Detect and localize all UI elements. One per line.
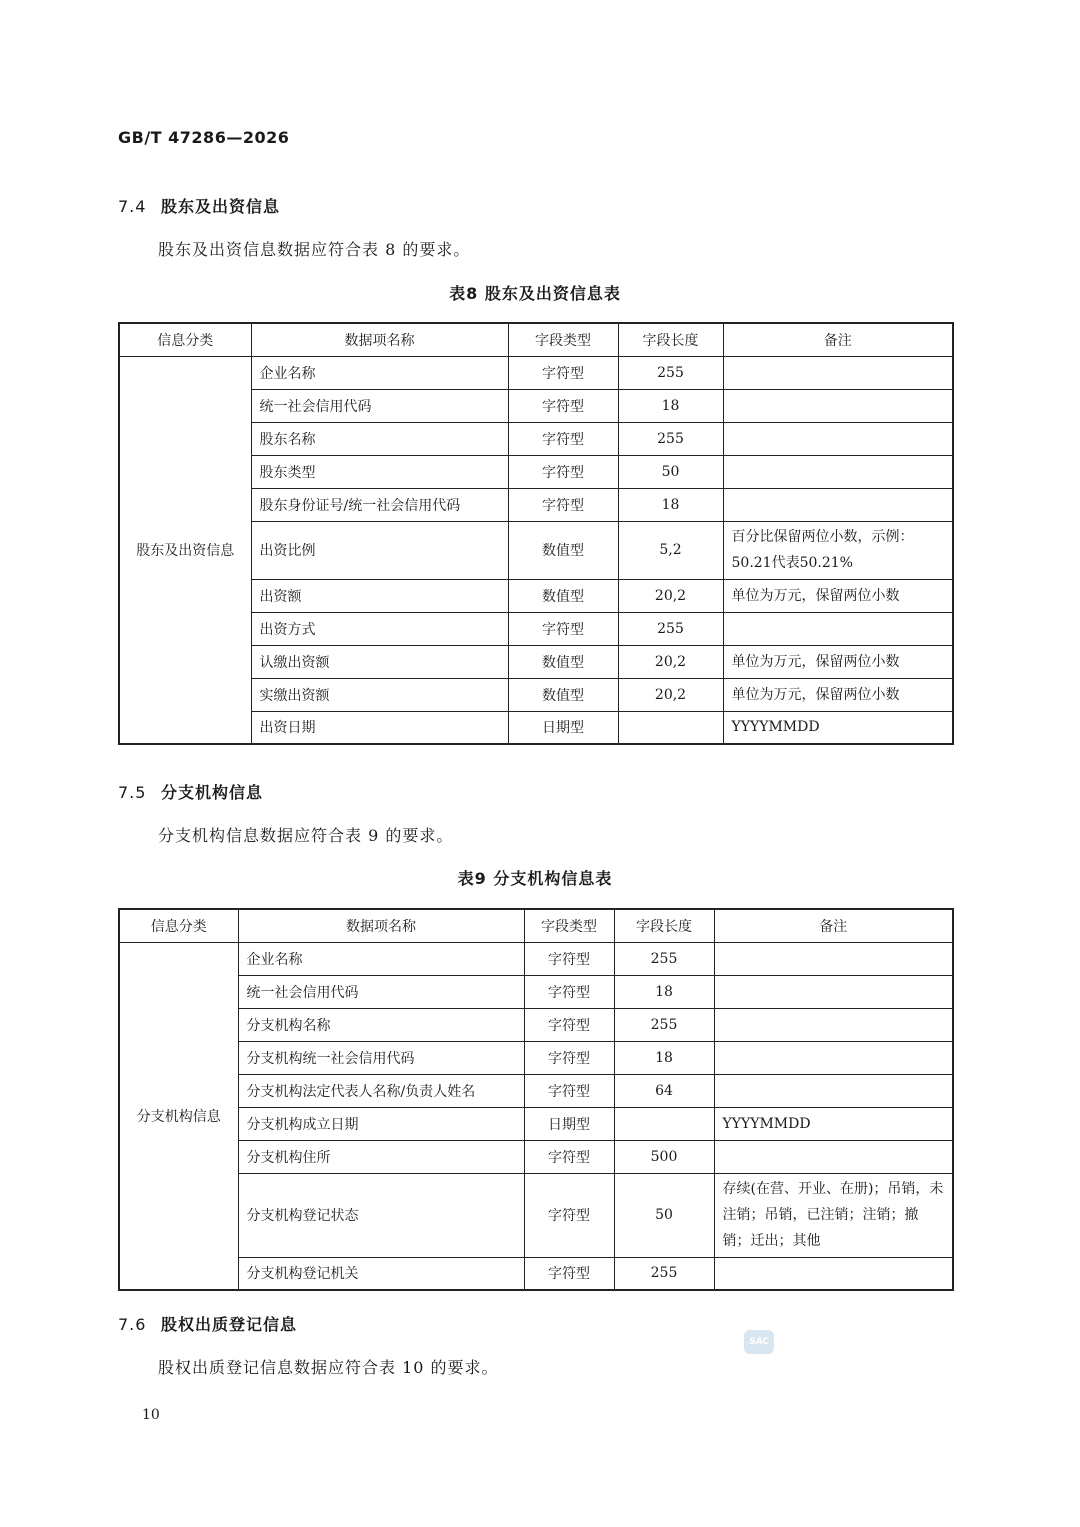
field-length-cell: 18: [614, 1041, 714, 1074]
table-row: [119, 1257, 953, 1290]
item-name-cell: 股东身份证号/统一社会信用代码: [251, 488, 508, 521]
table-row: [119, 356, 953, 389]
field-type-cell: 数值型: [508, 678, 618, 711]
item-name-cell: 股东类型: [251, 455, 508, 488]
header-field-type: 字段类型: [524, 909, 614, 942]
category-cell: 分支机构信息: [119, 942, 238, 1290]
table-row: [119, 1173, 953, 1257]
field-length-cell: 64: [614, 1074, 714, 1107]
item-name-cell: 分支机构住所: [238, 1140, 524, 1173]
note-cell: [714, 1257, 953, 1290]
field-length-cell: 5,2: [618, 521, 723, 579]
section-number: 7.5: [118, 783, 147, 802]
note-cell: [723, 356, 953, 389]
field-length-cell: 500: [614, 1140, 714, 1173]
field-type-cell: 字符型: [524, 1008, 614, 1041]
note-cell: 单位为万元，保留两位小数: [723, 645, 953, 678]
section-title: 股东及出资信息: [161, 197, 281, 216]
table-row: [119, 1140, 953, 1173]
field-type-cell: 字符型: [508, 422, 618, 455]
field-length-cell: 255: [614, 942, 714, 975]
table-9-caption: 表9 分支机构信息表: [457, 869, 613, 888]
field-type-cell: 数值型: [508, 521, 618, 579]
field-type-cell: 字符型: [508, 356, 618, 389]
field-type-cell: 字符型: [524, 1041, 614, 1074]
item-name-cell: 出资方式: [251, 612, 508, 645]
header-field-length: 字段长度: [614, 909, 714, 942]
category-cell: 股东及出资信息: [119, 356, 251, 744]
field-type-cell: 字符型: [508, 488, 618, 521]
field-length-cell: 50: [618, 455, 723, 488]
item-name-cell: 股东名称: [251, 422, 508, 455]
section-7-6-text: 股权出质登记信息数据应符合表 10 的要求。: [158, 1358, 499, 1377]
note-cell: [723, 612, 953, 645]
note-cell: 存续(在营、开业、在册)；吊销，未注销；吊销，已注销；注销；撤销；迁出；其他: [714, 1173, 953, 1257]
header-item-name: 数据项名称: [251, 323, 508, 356]
section-7-4-heading: [118, 194, 280, 217]
field-type-cell: 字符型: [524, 942, 614, 975]
table-row: [119, 1074, 953, 1107]
header-item-name: 数据项名称: [238, 909, 524, 942]
field-type-cell: 字符型: [508, 455, 618, 488]
standard-code: GB/T 47286—2026: [118, 128, 290, 147]
section-number: 7.4: [118, 197, 147, 216]
note-cell: [714, 942, 953, 975]
field-length-cell: 20,2: [618, 645, 723, 678]
header-field-length: 字段长度: [618, 323, 723, 356]
section-title: 分支机构信息: [161, 783, 264, 802]
note-cell: [723, 488, 953, 521]
table-row: [119, 1107, 953, 1140]
item-name-cell: 统一社会信用代码: [251, 389, 508, 422]
field-type-cell: 日期型: [508, 711, 618, 744]
note-cell: [714, 1008, 953, 1041]
note-cell: [723, 389, 953, 422]
item-name-cell: 统一社会信用代码: [238, 975, 524, 1008]
field-length-cell: 18: [614, 975, 714, 1008]
header-note: 备注: [714, 909, 953, 942]
field-type-cell: 数值型: [508, 579, 618, 612]
field-type-cell: 字符型: [524, 1140, 614, 1173]
item-name-cell: 分支机构登记状态: [238, 1173, 524, 1257]
field-length-cell: 255: [614, 1008, 714, 1041]
sac-watermark-logo: SAC: [744, 1330, 774, 1354]
note-cell: 单位为万元，保留两位小数: [723, 579, 953, 612]
item-name-cell: 出资日期: [251, 711, 508, 744]
table-row: [119, 942, 953, 975]
header-category: 信息分类: [119, 909, 238, 942]
field-length-cell: 255: [618, 356, 723, 389]
field-type-cell: 字符型: [524, 1257, 614, 1290]
note-cell: [723, 455, 953, 488]
field-length-cell: [618, 711, 723, 744]
table-8: [118, 322, 954, 745]
field-type-cell: 字符型: [524, 1173, 614, 1257]
field-length-cell: 18: [618, 389, 723, 422]
table-header-row: [119, 909, 953, 942]
field-length-cell: 255: [618, 422, 723, 455]
section-7-6-heading: [118, 1312, 297, 1335]
note-cell: [723, 422, 953, 455]
item-name-cell: 分支机构名称: [238, 1008, 524, 1041]
field-length-cell: 20,2: [618, 678, 723, 711]
table-8-caption: 表8 股东及出资信息表: [449, 284, 621, 303]
note-cell: [714, 1140, 953, 1173]
field-type-cell: 字符型: [508, 389, 618, 422]
section-7-5-heading: [118, 780, 263, 803]
item-name-cell: 分支机构成立日期: [238, 1107, 524, 1140]
table-row: [119, 1041, 953, 1074]
note-cell: YYYYMMDD: [714, 1107, 953, 1140]
field-length-cell: 20,2: [618, 579, 723, 612]
header-category: 信息分类: [119, 323, 251, 356]
item-name-cell: 分支机构统一社会信用代码: [238, 1041, 524, 1074]
field-length-cell: 255: [614, 1257, 714, 1290]
field-length-cell: 18: [618, 488, 723, 521]
field-type-cell: 字符型: [524, 1074, 614, 1107]
note-cell: [714, 1074, 953, 1107]
note-cell: 单位为万元，保留两位小数: [723, 678, 953, 711]
table-row: [119, 975, 953, 1008]
note-cell: [714, 1041, 953, 1074]
item-name-cell: 分支机构登记机关: [238, 1257, 524, 1290]
field-type-cell: 字符型: [508, 612, 618, 645]
item-name-cell: 认缴出资额: [251, 645, 508, 678]
item-name-cell: 出资比例: [251, 521, 508, 579]
header-note: 备注: [723, 323, 953, 356]
item-name-cell: 出资额: [251, 579, 508, 612]
section-7-5-text: 分支机构信息数据应符合表 9 的要求。: [158, 826, 454, 845]
table-row: [119, 1008, 953, 1041]
section-7-4-text: 股东及出资信息数据应符合表 8 的要求。: [158, 240, 471, 259]
section-number: 7.6: [118, 1315, 147, 1334]
note-cell: YYYYMMDD: [723, 711, 953, 744]
table-header-row: [119, 323, 953, 356]
note-cell: [714, 975, 953, 1008]
section-title: 股权出质登记信息: [161, 1315, 298, 1334]
field-type-cell: 字符型: [524, 975, 614, 1008]
field-length-cell: 50: [614, 1173, 714, 1257]
page-number: 10: [142, 1407, 160, 1423]
item-name-cell: 企业名称: [251, 356, 508, 389]
item-name-cell: 分支机构法定代表人名称/负责人姓名: [238, 1074, 524, 1107]
table-9: [118, 908, 954, 1291]
field-length-cell: 255: [618, 612, 723, 645]
note-cell: 百分比保留两位小数，示例：50.21代表50.21%: [723, 521, 953, 579]
item-name-cell: 企业名称: [238, 942, 524, 975]
field-type-cell: 数值型: [508, 645, 618, 678]
header-field-type: 字段类型: [508, 323, 618, 356]
field-type-cell: 日期型: [524, 1107, 614, 1140]
field-length-cell: [614, 1107, 714, 1140]
item-name-cell: 实缴出资额: [251, 678, 508, 711]
